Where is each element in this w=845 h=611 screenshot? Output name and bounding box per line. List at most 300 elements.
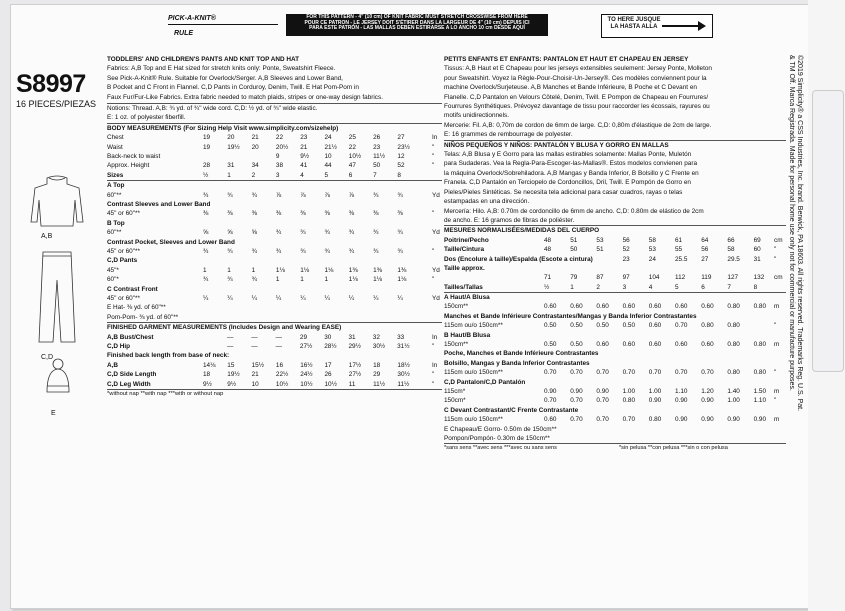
table-cell: 69 (753, 236, 761, 244)
table-cell: 31 (753, 255, 761, 263)
table-cell: 24 (648, 255, 656, 263)
table-cell: 21 (251, 371, 259, 379)
table-cell: 20½ (275, 143, 289, 151)
telas-line: Telas: A,B Blusa y E Gorro para las mallas estirables solamente: Mallas Ponte, Muletón (444, 151, 692, 159)
row-label: C,D Leg Width (107, 380, 151, 388)
group-label: C Devant Contrastant/C Frente Contrastante (444, 406, 579, 414)
table-cell: 41 (300, 162, 308, 170)
table-cell: 17½ (348, 361, 362, 369)
table-cell: 25.5 (675, 255, 688, 263)
unit-cell: Yd (432, 191, 440, 199)
metric-body-table (444, 236, 786, 292)
table-cell: 0.60 (701, 341, 714, 349)
table-row (444, 255, 786, 264)
table-cell: 0.70 (622, 369, 636, 377)
table-cell: 53 (648, 246, 656, 254)
table-cell: 19 (203, 143, 211, 151)
table-cell: 1 (570, 283, 574, 291)
table-row (107, 370, 442, 379)
stretch-notice-en: FOR THIS PATTERN - 4" (10 cm) OF KNIT FABRIC MUST STRETCH CROSSWISE FROM HERE (306, 14, 528, 20)
table-row (107, 342, 442, 351)
notions-block (107, 103, 442, 123)
table-cell: 0.80 (622, 397, 636, 405)
table-row (107, 266, 442, 275)
table-cell: 4 (300, 171, 304, 179)
table-cell: 28½ (324, 342, 337, 350)
table-cell: 10½ (348, 153, 362, 161)
metric-yardage-table (444, 292, 786, 425)
fold-panel (812, 90, 844, 372)
table-cell: 0.90 (727, 416, 740, 424)
table-row (444, 302, 786, 311)
table-cell: 0.50 (570, 341, 583, 349)
table-row (107, 133, 442, 142)
table-cell: 11½ (397, 380, 410, 388)
french-spanish-column (444, 55, 786, 454)
table-cell: 50 (570, 246, 578, 254)
unit-cell: " (774, 322, 777, 330)
table-cell: 1⅛ (373, 276, 382, 284)
table-cell: 0.70 (622, 416, 636, 424)
table-cell: ⅜ (397, 210, 403, 218)
table-row (444, 236, 786, 245)
pick-a-knit-rule (168, 13, 216, 39)
table-cell: ¼ (251, 294, 257, 302)
table-cell: ⅜ (203, 210, 209, 218)
table-cell: 0.80 (753, 303, 767, 311)
merceria-line: de ancho. E: 16 gramos de fibras de poliéster. (444, 216, 575, 224)
table-cell: 29½ (348, 342, 361, 350)
table-row (107, 333, 442, 342)
table-row (107, 143, 442, 152)
table-cell: 0.90 (544, 388, 557, 396)
table-cell: ¼ (300, 294, 306, 302)
table-cell: — (275, 342, 282, 350)
table-cell: 21½ (324, 143, 337, 151)
table-cell: 30½ (372, 342, 386, 350)
table-cell: ¾ (251, 191, 257, 199)
table-cell: ¾ (324, 229, 330, 237)
unit-cell: In (432, 361, 438, 369)
table-cell: 1⅜ (397, 266, 407, 274)
tissus-block (444, 64, 786, 120)
table-row (444, 283, 786, 292)
table-cell: 16 (275, 361, 283, 369)
merceria-line: Mercería: Hilo. A,B: 0.70m de cordoncillo de 6mm de ancho. C,D: 0.80m de elástico de 2cm (444, 207, 704, 215)
table-cell: ⅞ (324, 191, 330, 199)
unit-cell: " (432, 143, 435, 151)
row-label: 150cm** (444, 303, 469, 311)
table-cell: 1 (275, 276, 280, 284)
table-cell: 0.80 (727, 303, 740, 311)
row-label: Taille/Cintura (444, 246, 485, 254)
unit-cell: " (774, 369, 777, 377)
table-cell: 0.70 (596, 397, 609, 405)
table-cell: 27½ (299, 342, 313, 350)
table-cell: 19½ (227, 143, 240, 151)
telas-line: Pieles/Pieles Sintéticas. Se necesita tela adicional para casar cuadros, rayas o telas (444, 188, 683, 196)
group-label: C,D Pants (107, 257, 138, 265)
pick-a-knit-label: PICK-A-KNIT® (168, 15, 216, 22)
table-cell: 10½ (324, 380, 337, 388)
table-cell: 0.90 (675, 397, 688, 405)
view-label-e: E (51, 410, 56, 417)
table-cell: 0.70 (596, 369, 609, 377)
table-cell: 1 (203, 266, 207, 274)
table-cell: 3 (622, 283, 627, 291)
telas-block (444, 150, 786, 206)
table-cell: 71 (544, 274, 552, 282)
table-cell: 0.80 (648, 416, 662, 424)
table-cell: ½ (544, 283, 550, 291)
to-here-box (601, 14, 713, 38)
table-cell: ¾ (203, 248, 209, 255)
table-cell: ¾ (300, 248, 306, 255)
table-cell: 11½ (373, 380, 386, 388)
table-cell: 1.10 (675, 388, 688, 396)
table-cell: 0.70 (544, 397, 557, 405)
row-label: 115cm ou/o 150cm** (444, 322, 503, 330)
tissus-line: Fourrures Synthétiques. Prévoyez davantage de tissu pour raccorder les écossais, rayures ou (444, 103, 710, 111)
table-cell: — (251, 342, 258, 350)
table-cell: 0.90 (596, 388, 609, 396)
table-cell: 29.5 (727, 255, 740, 263)
tissus-line: motifs unidirectionnels. (444, 112, 510, 120)
table-cell: 21 (251, 134, 259, 142)
metric-pompom-yardage: Pompon/Pompón- 0.30m de 150cm** (444, 435, 550, 443)
mercerie-line: Mercerie: Fil. A,B: 0,70m de cordon de 6mm de large. C,D: 0,80m d'élastique de 2cm de large. (444, 121, 712, 129)
group-label: Contrast Sleeves and Lower Band (107, 201, 211, 208)
table-cell: 8 (753, 283, 758, 291)
table-cell: ¼ (203, 294, 209, 302)
row-label: A,B Bust/Chest (107, 333, 154, 341)
table-cell: 26 (324, 371, 332, 379)
table-row (107, 380, 442, 389)
table-cell: ¾ (227, 276, 233, 284)
table-cell: 1 (227, 266, 231, 274)
table-cell: 1 (300, 276, 304, 284)
table-cell: ⅜ (324, 210, 330, 218)
table-row (444, 321, 786, 330)
table-cell: 10 (251, 380, 259, 388)
table-cell: 1.00 (648, 388, 662, 396)
table-cell: 29 (373, 371, 381, 379)
table-cell: 27 (397, 134, 405, 142)
stretch-notice-fr: POUR CE PATRON - LE JERSEY DOIT S'ÉTIRER DANS LA LARGEUR DE 4" (10 cm) DEPUIS ICI (304, 19, 530, 26)
table-cell: ¾ (203, 191, 209, 199)
table-cell: ¾ (348, 229, 355, 237)
group-label: A Top (107, 182, 125, 190)
table-row (444, 368, 786, 377)
table-cell: 132 (753, 274, 765, 282)
table-cell: 1.10 (753, 397, 767, 405)
table-cell: 14⅛ (203, 361, 216, 369)
table-cell: 1.40 (727, 388, 740, 396)
group-label: Bolsillo, Mangas y Banda Inferior Contrastantes (444, 359, 590, 367)
fabrics-line: B Pocket and C Front in Flannel. C,D Pants in Corduroy, Denim, Twill. E Hat Pom-Pom in (107, 84, 359, 92)
table-cell: 32 (372, 333, 380, 341)
group-label: B Top (107, 219, 125, 227)
table-cell: 0.90 (570, 388, 583, 396)
mercerie-block (444, 121, 786, 140)
table-cell: 24 (324, 134, 332, 142)
unit-cell: Yd (432, 229, 440, 237)
row-label: 115cm ou/o 150cm** (444, 369, 503, 377)
table-cell: 0.80 (727, 369, 740, 377)
unit-cell: cm (774, 236, 783, 244)
yardage-table (107, 180, 442, 303)
table-cell: 0.50 (544, 322, 557, 330)
table-cell: 31 (348, 333, 356, 341)
row-label: Sizes (107, 171, 124, 179)
table-cell: 0.50 (596, 322, 609, 330)
table-cell: 12 (397, 153, 405, 161)
table-cell: ¾ (275, 248, 282, 255)
metric-footnotes (444, 443, 786, 453)
table-cell: 20 (251, 143, 259, 151)
unit-cell: In (432, 333, 438, 341)
table-cell: ¾ (227, 191, 233, 199)
table-cell: 53 (596, 236, 604, 244)
table-cell: 58 (727, 246, 735, 254)
table-cell: 0.60 (622, 303, 636, 311)
table-cell: 0.50 (570, 322, 583, 330)
table-cell: 0.60 (648, 341, 662, 349)
table-cell: — (275, 333, 282, 341)
table-cell: 0.80 (753, 369, 767, 377)
finished-measurements-heading: FINISHED GARMENT MEASUREMENTS (Includes Design and Wearing EASE) (107, 322, 442, 332)
table-cell: 23 (622, 255, 630, 263)
footnote-es: *sin pelusa **con pelusa ***sin o con pelusa (619, 445, 728, 452)
tissus-line: Flanelle. C,D Pantalon en Velours Côtelé, Denim, Twill. E Pompon de Chapeau en Fourrures/ (444, 93, 709, 101)
table-cell: 1 (251, 266, 256, 274)
row-label: 45" or 60"** (107, 210, 140, 218)
table-cell: 52 (622, 246, 630, 254)
table-row (107, 152, 442, 161)
table-cell: 1⅛ (397, 276, 407, 284)
table-cell: 16½ (300, 361, 313, 369)
notions-line: Notions: Thread. A,B: ¾ yd. of ¾" wide cord. C,D: ½ yd. of ¾" wide elastic. (107, 105, 318, 113)
table-cell: 7 (727, 283, 731, 291)
fabrics-block (107, 64, 442, 102)
table-cell: 34 (251, 162, 259, 170)
table-cell: 0.90 (675, 416, 688, 424)
telas-line: estampadas en una dirección. (444, 198, 530, 206)
unit-cell: " (432, 276, 435, 284)
pompom-yardage: Pom-Pom- ⅜ yd. of 60"** (107, 313, 179, 321)
table-cell: 0.60 (596, 341, 609, 349)
body-measurements-heading: BODY MEASUREMENTS (For Sizing Help Visit www.simplicity.com/sizehelp) (107, 123, 442, 133)
piece-count: 16 PIECES/PIEZAS (16, 99, 97, 109)
table-cell: 0.60 (622, 341, 636, 349)
back-length-heading: Finished back length from base of neck: (107, 352, 230, 360)
unit-cell: m (774, 341, 780, 349)
table-cell: ⅝ (251, 229, 257, 237)
group-label: C,D Pantalon/C,D Pantalón (444, 378, 526, 386)
table-cell: 51 (596, 246, 604, 254)
table-row (107, 228, 442, 237)
group-label: Manches et Bande Inférieure Contrastantes/Mangas y Banda Inferior Contrastantes (444, 312, 697, 320)
table-cell: ⅞ (348, 191, 355, 199)
unit-cell: " (432, 210, 435, 218)
table-row (107, 275, 442, 284)
table-cell: 0.70 (648, 369, 662, 377)
table-cell: 15 (227, 361, 235, 369)
table-cell: 21 (300, 143, 308, 151)
table-cell: ¼ (324, 294, 330, 302)
english-column (107, 55, 442, 399)
table-cell: 11 (348, 380, 356, 388)
arrow-right-icon (698, 21, 706, 31)
table-cell: 47 (348, 162, 356, 170)
table-cell: 112 (675, 274, 686, 282)
table-cell: 1 (324, 276, 329, 284)
table-cell: 30 (324, 333, 332, 341)
table-cell: 18 (203, 371, 211, 379)
row-label: Back-neck to waist (107, 153, 161, 161)
row-label: Dos (Encolure à taille)/Espalda (Escote a cintura) (444, 255, 593, 263)
table-cell: ⅝ (227, 229, 233, 237)
nap-footnote: *without nap **with nap ***with or without nap (107, 389, 442, 399)
envelope-flap (11, 5, 811, 45)
table-cell: 0.60 (544, 416, 557, 424)
table-cell: 7 (373, 171, 377, 179)
table-cell: 0.60 (544, 303, 557, 311)
table-cell: 24½ (300, 371, 313, 379)
table-cell: — (227, 342, 234, 350)
pattern-number: S8997 (16, 70, 86, 98)
table-cell: ¼ (275, 294, 282, 302)
hat-yardage: E Hat- ⅜ yd. of 60"** (107, 304, 166, 312)
table-cell: 3 (275, 171, 280, 179)
table-cell: 56 (622, 236, 630, 244)
table-row (107, 247, 442, 256)
footnote-fr: *sans sens **avec sens ***avec ou sans sens (444, 445, 557, 452)
table-cell: 31 (227, 162, 235, 170)
table-cell: 0.70 (570, 369, 583, 377)
row-label: C,D Side Length (107, 371, 157, 379)
body-measurements-table (107, 133, 442, 180)
table-cell: 33 (397, 333, 405, 341)
table-cell: 1⅛ (300, 266, 310, 274)
to-here-label: TO HERE JUSQUE LA HASTA ALLA (607, 17, 661, 30)
table-cell: ¾ (373, 191, 379, 199)
table-cell: 25 (348, 134, 356, 142)
table-cell: 5 (675, 283, 679, 291)
unit-cell: " (432, 162, 435, 170)
table-cell: 27 (701, 255, 709, 263)
table-cell: 22 (348, 143, 356, 151)
table-cell: 2 (251, 171, 256, 179)
table-cell: 0.60 (570, 303, 583, 311)
unit-cell: " (432, 371, 435, 379)
table-cell: 0.70 (701, 369, 714, 377)
table-cell: 60 (753, 246, 761, 254)
table-cell: — (227, 333, 234, 341)
unit-cell: m (774, 388, 780, 396)
table-cell: 0.80 (727, 341, 740, 349)
telas-line: la máquina Overlock/Sobrehiladora. A,B Mangas y Banda Inferior, B Bolsillo y C Frente en (444, 169, 699, 177)
table-cell: 9½ (300, 153, 310, 161)
table-cell: 1.20 (701, 388, 714, 396)
table-cell: 97 (622, 274, 630, 282)
table-row (107, 171, 442, 180)
table-cell: 20 (227, 134, 235, 142)
row-label: Approx. Height (107, 162, 150, 170)
table-cell: 79 (570, 274, 578, 282)
table-cell: 0.70 (570, 416, 583, 424)
table-cell: 1⅛ (275, 266, 285, 274)
table-cell: 0.70 (675, 369, 688, 377)
finished-lengths-table (107, 361, 442, 389)
tissus-line: machine Overlock/Surjeteuse. A,B Manches et Bande Inférieure, B Poche et C Devant en (444, 84, 697, 92)
table-cell: 1.50 (753, 388, 767, 396)
table-row (444, 415, 786, 424)
table-cell: ¾ (373, 229, 379, 237)
table-cell: 38 (275, 162, 283, 170)
table-cell: ¾ (203, 276, 209, 284)
unit-cell: cm (774, 274, 783, 282)
table-cell: 48 (544, 246, 552, 254)
table-cell: 0.80 (753, 341, 767, 349)
table-cell: 22½ (275, 371, 289, 379)
table-cell: 66 (727, 236, 735, 244)
mercerie-line: E: 16 grammes de rembourrage de polyester. (444, 131, 573, 139)
table-cell: 1⅛ (348, 276, 358, 284)
row-label: Taille approx. (444, 264, 485, 272)
table-cell: 0.50 (544, 341, 557, 349)
table-cell: 61 (675, 236, 683, 244)
copyright-line-1: ©2019 Simplicity® a CSS Industries, Inc. brand. Berwick, PA 18603. All rights reserved. Trademarks Reg. U.S. Pat. (796, 55, 803, 412)
table-cell: 1⅜ (348, 266, 358, 274)
table-cell: 27½ (348, 371, 362, 379)
table-cell: 52 (397, 162, 405, 170)
unit-cell: " (774, 246, 777, 254)
table-cell: 29 (299, 333, 307, 341)
table-cell: ⅞ (300, 191, 306, 199)
table-cell: ¾ (397, 229, 403, 237)
fabrics-line: See Pick-A-Knit® Rule. Suitable for Overlock/Serger. A,B Sleeves and Lower Band, (107, 74, 343, 82)
metric-hat-yardage: E Chapeau/E Gorro- 0.50m de 150cm** (444, 425, 557, 433)
french-title: PETITS ENFANTS ET ENFANTS: PANTALON ET HAUT ET CHAPEAU EN JERSEY (444, 56, 689, 63)
table-cell: 17 (324, 361, 332, 369)
table-cell: 104 (648, 274, 660, 282)
table-cell: 0.90 (701, 397, 714, 405)
table-row (444, 396, 786, 405)
row-label: 45" or 60"** (107, 248, 140, 255)
table-cell: 18 (373, 361, 381, 369)
english-title: TODDLERS' AND CHILDREN'S PANTS AND KNIT TOP AND HAT (107, 56, 300, 63)
table-cell: 23 (373, 143, 381, 151)
table-cell: ⅜ (373, 210, 379, 218)
table-cell: 127 (727, 274, 739, 282)
row-label: C,D Hip (107, 342, 131, 350)
table-cell: ½ (203, 171, 209, 179)
finished-measurements-table (107, 333, 442, 352)
table-cell: 30½ (397, 371, 410, 379)
row-label: 150cm* (444, 397, 466, 405)
tissus-line: pour Sweatshirt. Voyez la Règle-Pour-Choisir-Un-Jersey®. Ces modèles conviennent pour la (444, 74, 707, 82)
table-cell: 64 (701, 236, 709, 244)
table-cell: 0.60 (648, 303, 662, 311)
envelope-side-fold (808, 0, 845, 611)
table-cell: ⅜ (348, 210, 355, 218)
table-cell: ⅜ (300, 210, 306, 218)
table-cell: ¾ (300, 229, 306, 237)
table-row (444, 387, 786, 396)
table-cell: 8 (397, 171, 401, 179)
table-cell: ¾ (251, 248, 257, 255)
